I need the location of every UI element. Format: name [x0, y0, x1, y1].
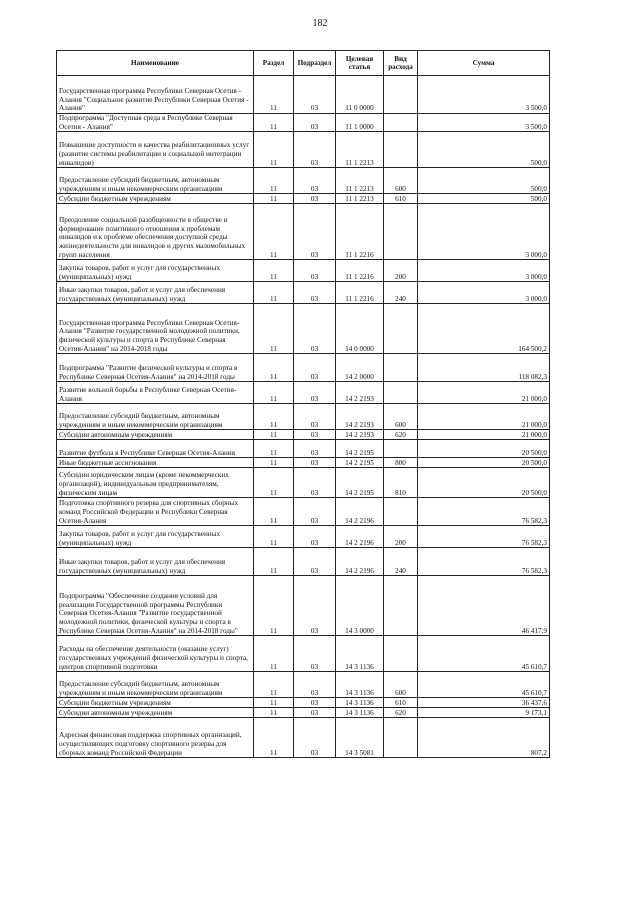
row-name: Повышение доступности и качества реабилитационных услуг (развитие системы реабилитации и социальной интеграции инвалидов) — [57, 132, 254, 168]
row-subsection: 03 — [294, 304, 336, 354]
row-target: 14 2 2196 — [336, 526, 384, 548]
row-expense-type: 600 — [384, 404, 418, 430]
row-subsection: 03 — [294, 698, 336, 708]
table-row — [57, 194, 550, 204]
table-row — [57, 548, 550, 576]
row-subsection: 03 — [294, 382, 336, 404]
row-section: 11 — [254, 576, 294, 636]
row-target: 14 2 2195 — [336, 458, 384, 468]
row-name: Предоставление субсидий бюджетным, автономным учреждениям и иным некоммерческим организациям — [57, 168, 254, 194]
row-amount: 45 610,7 — [418, 672, 550, 698]
table-row — [57, 718, 550, 758]
row-target: 11 1 2213 — [336, 168, 384, 194]
table-row — [57, 636, 550, 672]
row-name: Иные бюджетные ассигнования — [57, 458, 254, 468]
row-section: 11 — [254, 354, 294, 382]
row-name: Субсидии автономным учреждениям — [57, 708, 254, 718]
row-section: 11 — [254, 526, 294, 548]
row-subsection: 03 — [294, 168, 336, 194]
row-name: Подпрограмма "Обеспечение создания условий для реализации Государственной программы Республики Северная Осетия-Алания "Развитие государственной молодежной политики, физической культуры и спорта в Республике Северная Осетия-Алания" на 2014-2018 годы" — [57, 576, 254, 636]
row-expense-type: 240 — [384, 282, 418, 304]
row-target: 11 1 2213 — [336, 194, 384, 204]
header-subsection: Подраздел — [294, 51, 336, 76]
row-expense-type: 610 — [384, 698, 418, 708]
row-target: 14 2 2196 — [336, 548, 384, 576]
row-name: Развитие вольной борьбы в Республике Северная Осетия-Алания — [57, 382, 254, 404]
row-amount: 76 582,3 — [418, 548, 550, 576]
row-amount: 20 500,0 — [418, 468, 550, 498]
row-section: 11 — [254, 382, 294, 404]
row-section: 11 — [254, 168, 294, 194]
table-row — [57, 260, 550, 282]
row-amount: 20 500,0 — [418, 458, 550, 468]
row-section: 11 — [254, 430, 294, 440]
row-subsection: 03 — [294, 526, 336, 548]
row-section: 11 — [254, 440, 294, 458]
row-expense-type: 200 — [384, 260, 418, 282]
row-name: Подпрограмма "Развитие физической культуры и спорта в Республике Северная Осетия-Алания" на 2014-2018 годы — [57, 354, 254, 382]
budget-table — [56, 50, 550, 758]
row-section: 11 — [254, 458, 294, 468]
row-amount: 118 082,3 — [418, 354, 550, 382]
row-name: Предоставление субсидий бюджетным, автономным учреждениям и иным некоммерческим организациям — [57, 404, 254, 430]
table-row — [57, 204, 550, 260]
table-row — [57, 282, 550, 304]
row-subsection: 03 — [294, 440, 336, 458]
row-name: Иные закупки товаров, работ и услуг для обеспечения государственных (муниципальных) нужд — [57, 282, 254, 304]
row-section: 11 — [254, 718, 294, 758]
table-row — [57, 498, 550, 526]
row-section: 11 — [254, 636, 294, 672]
table-row — [57, 76, 550, 114]
row-expense-type: 610 — [384, 194, 418, 204]
row-name: Субсидии автономным учреждениям — [57, 430, 254, 440]
row-name: Государственная программа Республики Северная Осетия - Алания "Социальное развитие Республики Северная Осетия - Алания" — [57, 76, 254, 114]
row-amount: 500,0 — [418, 132, 550, 168]
table-row — [57, 698, 550, 708]
row-subsection: 03 — [294, 194, 336, 204]
row-section: 11 — [254, 114, 294, 132]
row-subsection: 03 — [294, 468, 336, 498]
row-amount: 21 000,0 — [418, 404, 550, 430]
row-target: 14 2 0000 — [336, 354, 384, 382]
row-name: Государственная программа Республики Северная Осетия-Алания "Развитие государственной молодежной политики, физической культуры и спорта в Республике Северная Осетия-Алания" на 2014-2018 годы — [57, 304, 254, 354]
row-expense-type — [384, 718, 418, 758]
row-section: 11 — [254, 282, 294, 304]
row-amount: 500,0 — [418, 194, 550, 204]
row-expense-type: 800 — [384, 458, 418, 468]
row-name: Расходы на обеспечение деятельности (оказание услуг) государственных учреждений физической культуры и спорта, центров спортивной подготовки — [57, 636, 254, 672]
row-expense-type — [384, 636, 418, 672]
row-subsection: 03 — [294, 498, 336, 526]
row-name: Субсидии юридическим лицам (кроме некоммерческих организаций), индивидуальным предпринимателям, физическим лицам — [57, 468, 254, 498]
row-name: Субсидии бюджетным учреждениям — [57, 698, 254, 708]
row-subsection: 03 — [294, 458, 336, 468]
row-expense-type — [384, 382, 418, 404]
row-subsection: 03 — [294, 204, 336, 260]
row-target: 14 3 1136 — [336, 708, 384, 718]
row-amount: 3 500,0 — [418, 76, 550, 114]
row-target: 11 0 0000 — [336, 76, 384, 114]
row-name: Подпрограмма "Доступная среда в Республике Северная Осетия - Алания" — [57, 114, 254, 132]
row-subsection: 03 — [294, 430, 336, 440]
table-row — [57, 132, 550, 168]
row-amount: 9 173,1 — [418, 708, 550, 718]
row-name: Иные закупки товаров, работ и услуг для обеспечения государственных (муниципальных) нужд — [57, 548, 254, 576]
row-target: 11 1 2216 — [336, 282, 384, 304]
page-number: 182 — [312, 18, 328, 29]
row-target: 14 2 2195 — [336, 440, 384, 458]
row-amount: 45 610,7 — [418, 636, 550, 672]
row-amount: 46 417,9 — [418, 576, 550, 636]
row-subsection: 03 — [294, 672, 336, 698]
row-target: 11 1 2213 — [336, 132, 384, 168]
row-expense-type: 200 — [384, 526, 418, 548]
row-target: 14 2 2193 — [336, 404, 384, 430]
row-subsection: 03 — [294, 354, 336, 382]
row-expense-type — [384, 440, 418, 458]
row-target: 14 2 2195 — [336, 468, 384, 498]
row-expense-type — [384, 114, 418, 132]
row-target: 14 3 1136 — [336, 672, 384, 698]
table-row — [57, 672, 550, 698]
row-expense-type — [384, 204, 418, 260]
table-row — [57, 304, 550, 354]
row-subsection: 03 — [294, 708, 336, 718]
row-amount: 76 582,3 — [418, 526, 550, 548]
row-amount: 76 582,3 — [418, 498, 550, 526]
row-target: 14 3 0000 — [336, 576, 384, 636]
row-subsection: 03 — [294, 76, 336, 114]
row-section: 11 — [254, 204, 294, 260]
header-expense-type: Вид расхода — [384, 51, 418, 76]
row-target: 14 0 0000 — [336, 304, 384, 354]
row-name: Преодоление социальной разобщенности в обществе и формирование позитивного отношения к проблемам инвалидов и к проблеме обеспечения доступной среды жизнедеятельности для инвалидов и других маломобильных групп населения — [57, 204, 254, 260]
table-row — [57, 440, 550, 458]
header-section: Раздел — [254, 51, 294, 76]
header-amount: Сумма — [418, 51, 550, 76]
row-subsection: 03 — [294, 718, 336, 758]
row-name: Субсидии бюджетным учреждениям — [57, 194, 254, 204]
row-amount: 807,2 — [418, 718, 550, 758]
row-subsection: 03 — [294, 576, 336, 636]
row-target: 14 2 2193 — [336, 382, 384, 404]
table-row — [57, 458, 550, 468]
row-name: Предоставление субсидий бюджетным, автономным учреждениям и иным некоммерческим организациям — [57, 672, 254, 698]
row-expense-type: 600 — [384, 168, 418, 194]
row-subsection: 03 — [294, 114, 336, 132]
row-expense-type — [384, 576, 418, 636]
row-amount: 3 000,0 — [418, 282, 550, 304]
row-amount: 21 000,0 — [418, 382, 550, 404]
row-section: 11 — [254, 132, 294, 168]
row-amount: 36 437,6 — [418, 698, 550, 708]
table-row — [57, 708, 550, 718]
row-target: 11 1 2216 — [336, 204, 384, 260]
row-subsection: 03 — [294, 404, 336, 430]
row-target: 14 2 2193 — [336, 430, 384, 440]
row-amount: 3 000,0 — [418, 204, 550, 260]
row-section: 11 — [254, 498, 294, 526]
row-section: 11 — [254, 548, 294, 576]
row-subsection: 03 — [294, 132, 336, 168]
row-subsection: 03 — [294, 548, 336, 576]
row-target: 14 3 1136 — [336, 698, 384, 708]
header-target: Целевая статья — [336, 51, 384, 76]
table-header-row — [57, 51, 550, 76]
row-expense-type: 620 — [384, 430, 418, 440]
row-section: 11 — [254, 698, 294, 708]
table-row — [57, 168, 550, 194]
row-section: 11 — [254, 708, 294, 718]
row-name: Подготовка спортивного резерва для спортивных сборных команд Российской Федерации и Республики Северная Осетия-Алания — [57, 498, 254, 526]
row-subsection: 03 — [294, 260, 336, 282]
row-expense-type: 240 — [384, 548, 418, 576]
table-row — [57, 354, 550, 382]
row-target: 11 1 0000 — [336, 114, 384, 132]
row-name: Закупка товаров, работ и услуг для государственных (муниципальных) нужд — [57, 526, 254, 548]
table-row — [57, 468, 550, 498]
row-target: 14 2 2196 — [336, 498, 384, 526]
table-row — [57, 430, 550, 440]
row-expense-type — [384, 76, 418, 114]
row-expense-type — [384, 132, 418, 168]
row-amount: 20 500,0 — [418, 440, 550, 458]
row-section: 11 — [254, 672, 294, 698]
row-amount: 3 500,0 — [418, 114, 550, 132]
row-expense-type: 620 — [384, 708, 418, 718]
row-target: 14 3 1136 — [336, 636, 384, 672]
row-expense-type — [384, 354, 418, 382]
row-subsection: 03 — [294, 282, 336, 304]
table-row — [57, 576, 550, 636]
table-row — [57, 526, 550, 548]
row-section: 11 — [254, 304, 294, 354]
row-subsection: 03 — [294, 636, 336, 672]
row-section: 11 — [254, 404, 294, 430]
table-row — [57, 114, 550, 132]
row-name: Адресная финансовая поддержка спортивных организаций, осуществляющих подготовку спортивного резерва для сборных команд Российской Федерации — [57, 718, 254, 758]
row-amount: 164 500,2 — [418, 304, 550, 354]
row-target: 14 3 5081 — [336, 718, 384, 758]
row-expense-type: 810 — [384, 468, 418, 498]
row-target: 11 1 2216 — [336, 260, 384, 282]
row-amount: 21 000,0 — [418, 430, 550, 440]
row-section: 11 — [254, 260, 294, 282]
row-name: Развитие футбола в Республике Северная Осетия-Алания — [57, 440, 254, 458]
row-expense-type — [384, 304, 418, 354]
header-name: Наименование — [57, 51, 254, 76]
row-amount: 3 000,0 — [418, 260, 550, 282]
table-row — [57, 382, 550, 404]
row-section: 11 — [254, 194, 294, 204]
row-expense-type: 600 — [384, 672, 418, 698]
table-row — [57, 404, 550, 430]
row-name: Закупка товаров, работ и услуг для государственных (муниципальных) нужд — [57, 260, 254, 282]
row-section: 11 — [254, 468, 294, 498]
row-amount: 500,0 — [418, 168, 550, 194]
row-expense-type — [384, 498, 418, 526]
row-section: 11 — [254, 76, 294, 114]
